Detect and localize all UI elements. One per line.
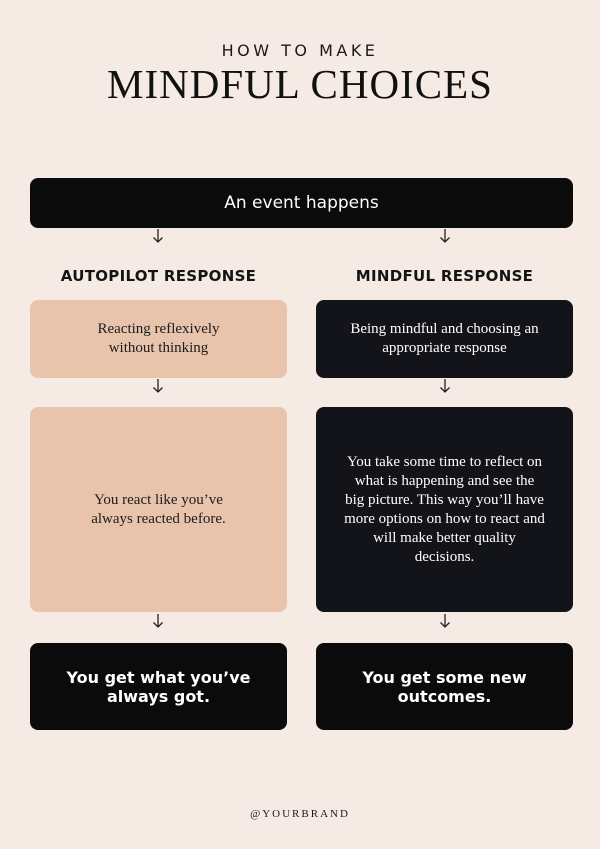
arrow-down-icon xyxy=(148,376,168,396)
mindful-outcome-box xyxy=(316,643,573,730)
autopilot-step2-box xyxy=(30,407,287,612)
autopilot-step1-text: Reacting reflexively without thinking xyxy=(97,321,220,356)
mindful-step2-box xyxy=(316,407,573,612)
mindful-outcome-text: You get some new outcomes. xyxy=(362,667,527,706)
event-label: An event happens xyxy=(224,193,379,213)
autopilot-step1-box xyxy=(30,300,287,378)
brand-footer: @YOURBRAND xyxy=(250,808,350,820)
arrow-down-icon xyxy=(435,376,455,396)
mindful-step2-text: You take some time to reflect on what is happening and see the big picture. This way you’ll have more options on how to react and will make better quality decisions. xyxy=(344,453,545,565)
autopilot-outcome-text: You get what you’ve always got. xyxy=(66,667,251,706)
autopilot-heading: AUTOPILOT RESPONSE xyxy=(60,267,257,285)
arrow-down-icon xyxy=(148,611,168,631)
mindful-step1-box xyxy=(316,300,573,378)
eyebrow-heading: HOW TO MAKE xyxy=(221,41,379,60)
arrow-down-icon xyxy=(435,226,455,246)
arrow-down-icon xyxy=(435,611,455,631)
autopilot-outcome-box xyxy=(30,643,287,730)
autopilot-step2-text: You react like you’ve always reacted before. xyxy=(91,491,226,527)
mindful-step1-text: Being mindful and choosing an appropriate response xyxy=(350,321,539,356)
mindful-heading: MINDFUL RESPONSE xyxy=(355,267,534,285)
page-title: MINDFUL CHOICES xyxy=(107,61,493,107)
event-box xyxy=(30,178,573,228)
arrow-down-icon xyxy=(148,226,168,246)
